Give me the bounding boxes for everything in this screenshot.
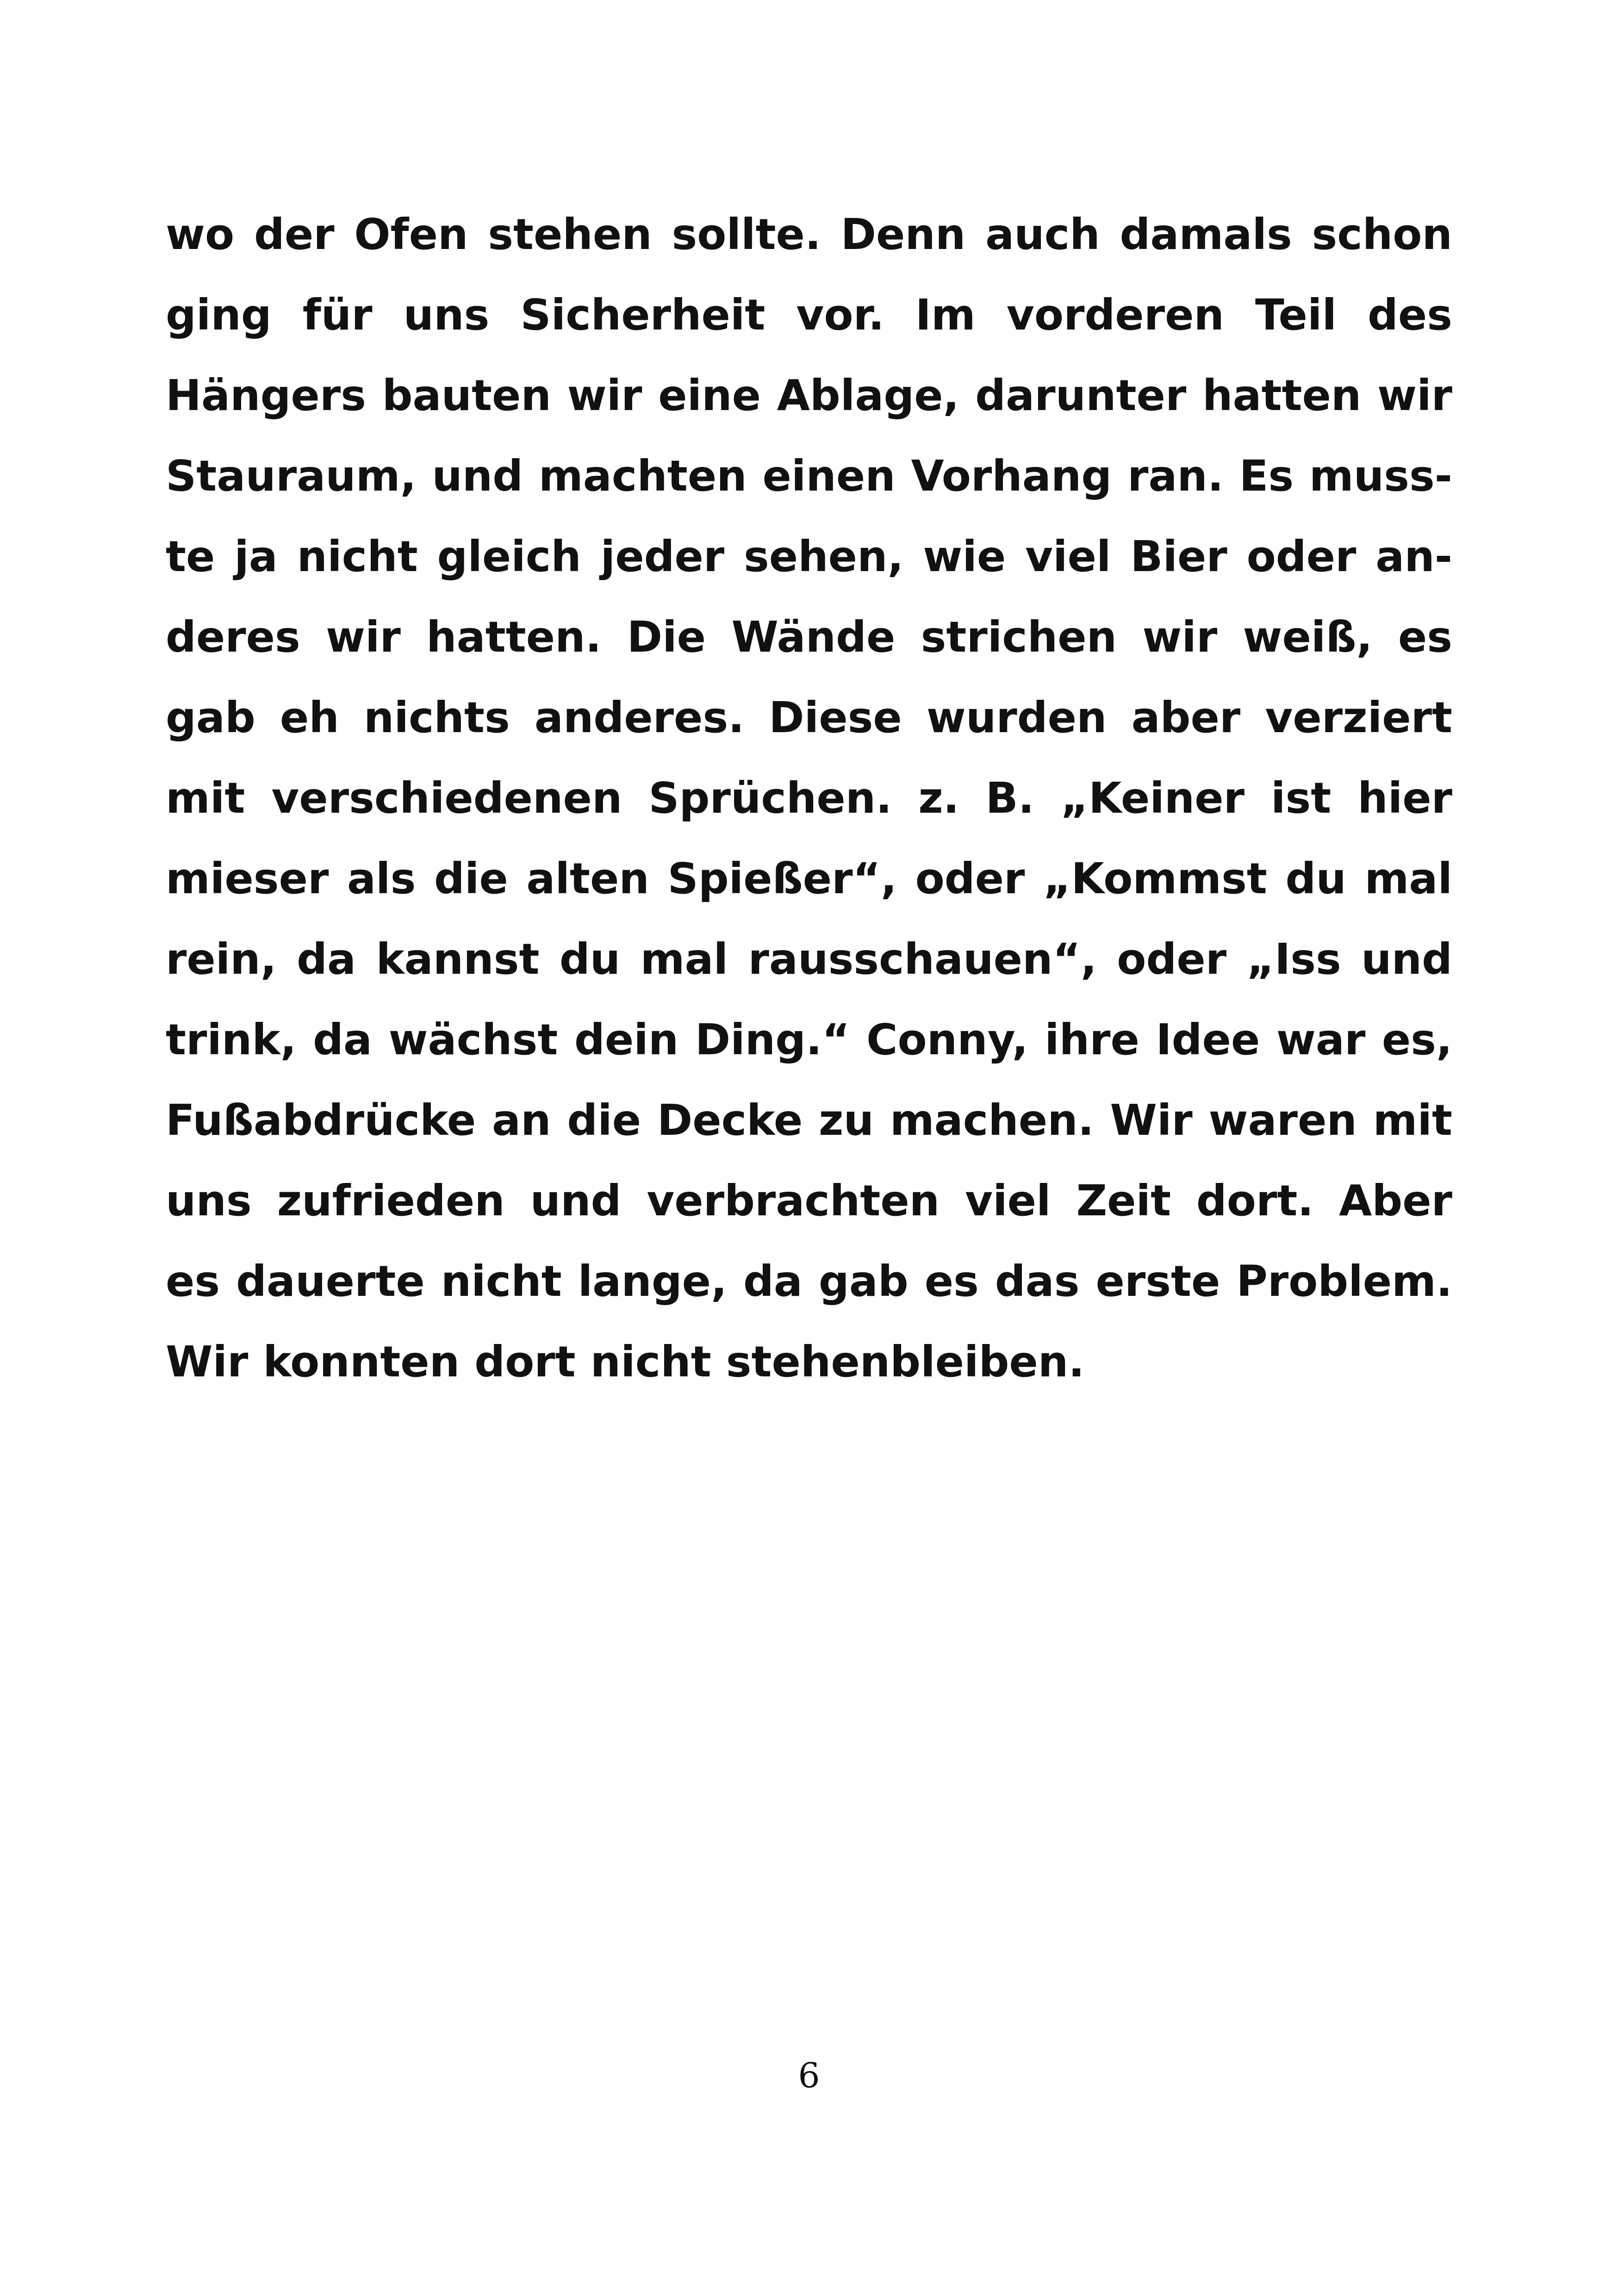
text-line: rein, da kannst du mal rausschauen“, oder „Iss und xyxy=(166,934,1452,984)
text-line: uns zufrieden und verbrachten viel Zeit dort. Aber xyxy=(166,1176,1452,1226)
text-line: Hängers bauten wir eine Ablage, darunter hatten wir xyxy=(166,371,1452,420)
text-line: gab eh nichts anderes. Diese wurden aber verziert xyxy=(166,693,1452,742)
text-line: trink, da wächst dein Ding.“ Conny, ihre Idee war es, xyxy=(166,1015,1452,1064)
text-line: mieser als die alten Spießer“, oder „Kommst du mal xyxy=(166,854,1452,903)
text-line: te ja nicht gleich jeder sehen, wie viel Bier oder an- xyxy=(166,532,1452,581)
text-line: ging für uns Sicherheit vor. Im vorderen Teil des xyxy=(166,290,1452,340)
body-paragraph xyxy=(166,194,1452,1402)
text-line: wo der Ofen stehen sollte. Denn auch damals schon xyxy=(166,210,1452,259)
text-line: Stauraum, und machten einen Vorhang ran. Es muss- xyxy=(166,451,1452,501)
page-number: 6 xyxy=(798,2056,820,2096)
text-line: Fußabdrücke an die Decke zu machen. Wir waren mit xyxy=(166,1095,1452,1145)
text-line: deres wir hatten. Die Wände strichen wir weiß, es xyxy=(166,612,1452,662)
text-line: mit verschiedenen Sprüchen. z. B. „Keiner ist hier xyxy=(166,773,1452,823)
text-line: es dauerte nicht lange, da gab es das erste Problem. xyxy=(166,1257,1452,1306)
text-line: Wir konnten dort nicht stehenbleiben. xyxy=(166,1337,1085,1387)
